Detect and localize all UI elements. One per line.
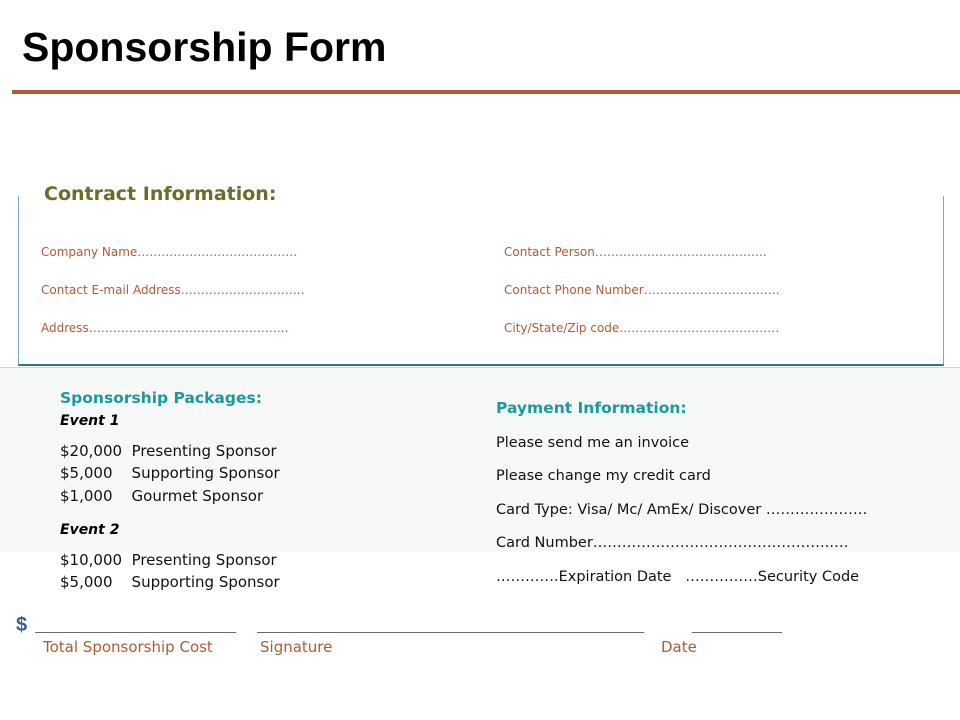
title-divider [12,90,960,94]
event-1-package-supporting[interactable]: $5,000 Supporting Sponsor [60,464,280,482]
event-1-package-gourmet[interactable]: $1,000 Gourmet Sponsor [60,487,264,505]
event-2-package-presenting[interactable]: $10,000 Presenting Sponsor [60,551,277,569]
event-2-package-supporting[interactable]: $5,000 Supporting Sponsor [60,573,280,591]
card-number-field[interactable]: Card Number…………………………………………..… [496,535,849,551]
date-line[interactable] [692,632,782,633]
company-name-field[interactable]: Company Name…………………………………. [41,245,298,259]
contract-information-box [18,196,944,366]
contact-email-field[interactable]: Contact E-mail Address…………………………. [41,283,305,297]
payment-information-heading: Payment Information: [496,399,687,417]
address-field[interactable]: Address………………………………………….. [41,321,289,335]
expiration-security-field[interactable]: ………….Expiration Date ……………Security Code [496,569,860,585]
contract-information-heading: Contract Information: [44,183,277,205]
date-label: Date [661,638,697,656]
total-cost-label: Total Sponsorship Cost [43,638,213,656]
event-1-package-presenting[interactable]: $20,000 Presenting Sponsor [60,442,277,460]
payment-option-invoice[interactable]: Please send me an invoice [496,435,690,451]
contact-phone-field[interactable]: Contact Phone Number……………………………. [504,283,780,297]
currency-symbol: $ [16,614,28,636]
page-title: Sponsorship Form [22,24,387,70]
card-type-field[interactable]: Card Type: Visa/ Mc/ AmEx/ Discover ………………… [496,502,868,518]
signature-label: Signature [260,638,333,656]
signature-line[interactable] [257,632,644,633]
sponsorship-packages-heading: Sponsorship Packages: [60,389,262,407]
event-2-label: Event 2 [60,522,120,538]
contact-person-field[interactable]: Contact Person……………………………………. [504,245,767,259]
event-1-label: Event 1 [60,413,120,429]
payment-option-credit-card[interactable]: Please change my credit card [496,468,711,484]
city-state-zip-field[interactable]: City/State/Zip code…………………………………. [504,321,780,335]
total-cost-line[interactable] [35,632,236,633]
